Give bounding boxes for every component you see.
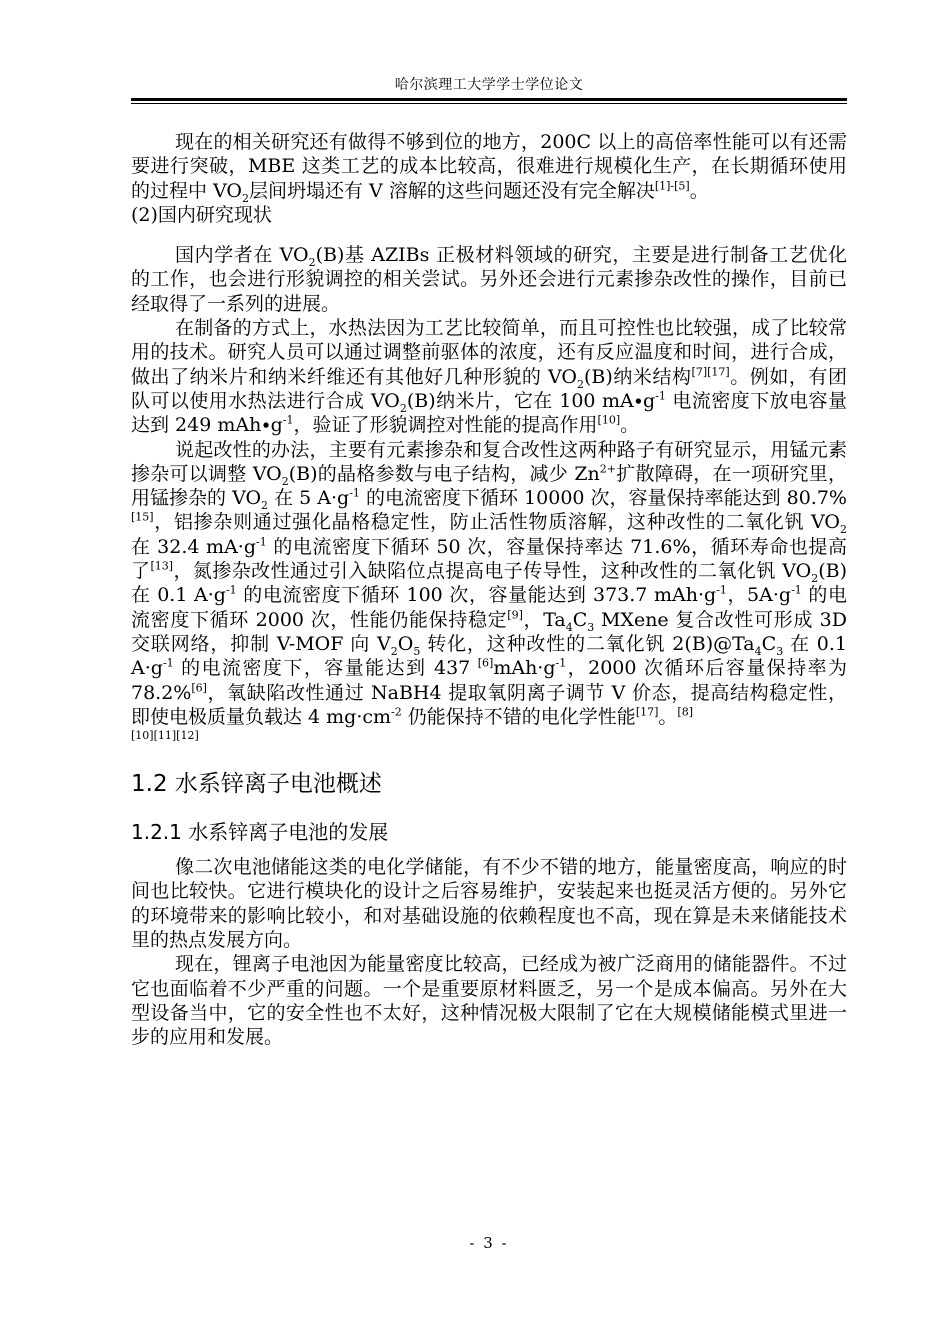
- paragraph-preparation-methods: 在制备的方式上，水热法因为工艺比较简单，而且可控性也比较强，成了比较常用的技术。研究人员可以通过调整前驱体的浓度，还有反应温度和时间，进行合成，做出了纳米片和纳米纤维还有其他好几种形貌的 $VO_2(B)$纳米结构[7][17]。例如，有团队可以使用水热法进行合成 $VO_2(B)$纳米片，它在 100 $mA\cdot g^{-1}$ 电流密度下放电容量达到 249 $mAh\cdot g^{-1}$，验证了形貌调控对性能的提高作用[10]。: [131, 317, 847, 437]
- page-body: [131, 130, 847, 1050]
- citation: [1]-[5]: [654, 179, 690, 193]
- citation: [10]: [597, 413, 621, 427]
- subheading-domestic-research: (2)国内研究现状: [131, 203, 272, 226]
- citation: [6]: [477, 656, 494, 670]
- citation: [9]: [507, 608, 523, 622]
- citation: [15]: [131, 511, 154, 525]
- page-number: - 3 -: [469, 1234, 509, 1252]
- subsection-heading: 1.2.1 水系锌离子电池的发展: [131, 820, 389, 845]
- paragraph-domestic-overview: 国内学者在 $VO_2(B)$基 AZIBs 正极材料领域的研究，主要是进行制备工艺优化的工作，也会进行形貌调控的相关尝试。另外还会进行元素掺杂改性的操作，目前已经取得了一系列的进展。: [131, 244, 847, 315]
- paragraph-research-gaps: 现在的相关研究还有做得不够到位的地方，200C 以上的高倍率性能可以有还需要进行突破，MBE 这类工艺的成本比较高，很难进行规模化生产，在长期循环使用的过程中 $VO_2$层间坍塌还有 V 溶解的这些问题还没有完全解决[1]-[5]。: [131, 131, 847, 205]
- citation-continuation: [10][11][12]: [131, 729, 199, 743]
- paragraph-lithium-ion: 现在，锂离子电池因为能量密度比较高，已经成为被广泛商用的储能器件。不过它也面临着不少严重的问题。一个是重要原材料匮乏，另一个是成本偏高。另外在大型设备当中，它的安全性也不太好，这种情况极大限制了它在大规模储能模式里进一步的应用和发展。: [131, 953, 847, 1049]
- running-header: 哈尔滨理工大学学士学位论文: [394, 77, 584, 93]
- citation: [6]: [191, 681, 207, 695]
- header-rule-thin: [131, 103, 847, 104]
- section-heading: 1.2 水系锌离子电池概述: [131, 771, 382, 798]
- header-rule-thick: [131, 98, 847, 101]
- paragraph-modification-methods: 说起改性的办法，主要有元素掺杂和复合改性这两种路子有研究显示，用锰元素掺杂可以调整 $VO_2(B)$的晶格参数与电子结构，减少 $Zn^{2+}$扩散障碍，在一项研究里，用锰掺杂的 $VO_2$ 在 5 $A\cdot g^{-1}$ 的电流密度下循环 10000 次，容量保持率能达到 80.7%[15]，铝掺杂则通过强化晶格稳定性，防止活性物质溶解，这种改性的二氧化钒 $VO_2$ 在 32.4 $mA\cdot g^{-1}$ 的电流密度下循环 50 次，容量保持率达 71.6%，循环寿命也提高了[13]，氮掺杂改性通过引入缺陷位点提高电子传导性，这种改性的二氧化钒 $VO_2(B)$在 0.1 $A\cdot g^{-1}$ 的电流密度下循环 100 次，容量能达到 373.7 $mAh\cdot g^{-1}$，$5A\cdot g^{-1}$ 的电流密度下循环 2000 次，性能仍能保持稳定[9]，$Ta_4C_3$ MXene 复合改性可形成 3D 交联网络，抑制 V-MOF 向 $V_2O_5$ 转化，这种改性的二氧化钒 $2(B)@Ta_4C_3$ 在 0.1 $A\cdot g^{-1}$ 的电流密度下，容量能达到 437 $[6]mAh\cdot g^{-1}$，2000 次循环后容量保持率为 78.2%[6]，氧缺陷改性通过 NaBH4 提取氧阴离子调节 V 价态，提高结构稳定性，即使电极质量负载达 4 $mg\cdot cm^{-2}$ 仍能保持不错的电化学性能[17]。[8]: [131, 438, 848, 728]
- citation: [7][17]: [691, 365, 730, 379]
- citation: [17]: [635, 705, 659, 719]
- paragraph-electrochemical-storage: 像二次电池储能这类的电化学储能，有不少不错的地方，能量密度高，响应的时间也比较快。它进行模块化的设计之后容易维护，安装起来也挺灵活方便的。另外它的环境带来的影响比较小，和对基础设施的依赖程度也不高，现在算是未来储能技术里的热点发展方向。: [131, 856, 847, 952]
- citation: [13]: [150, 559, 174, 573]
- citation: [8]: [677, 705, 694, 719]
